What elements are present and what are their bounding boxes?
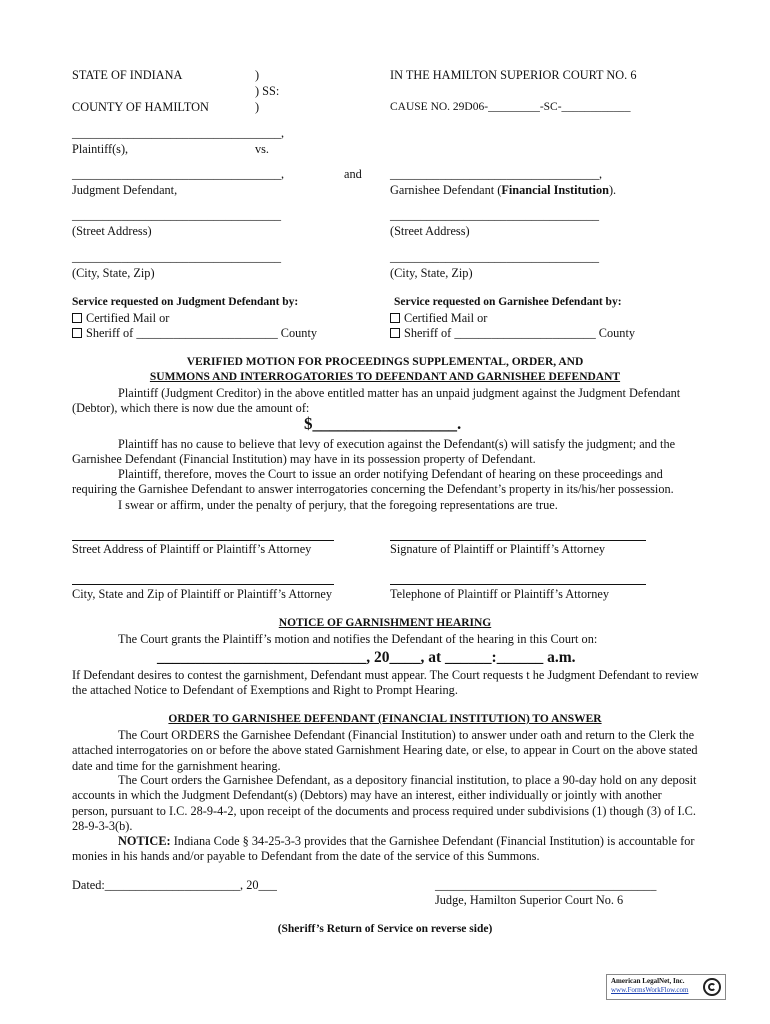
globe-icon [703, 978, 721, 996]
versus-label: vs. [255, 142, 270, 156]
order-notice-paragraph: NOTICE: Indiana Code § 34-25-3-3 provides that the Garnishee Defendant (Financial Institution) is accountable for monies in his hands and/or payable to Defendant from the date of the service of this Summons. [72, 834, 695, 864]
checkbox[interactable] [72, 313, 82, 323]
garnishee-name-field[interactable]: __________________________________, [390, 167, 603, 181]
hearing-date-field[interactable]: ___________________________, 20____, at ______:______ a.m. [157, 649, 576, 666]
garnishee-service-title: Service requested on Garnishee Defendant by: [394, 296, 622, 308]
dated-field[interactable]: Dated:______________________, 20___ [72, 878, 277, 892]
publisher-logo [606, 974, 726, 1000]
defendant-certified-option[interactable]: Certified Mail or [72, 311, 169, 326]
reverse-side-note: (Sheriff’s Return of Service on reverse side) [277, 923, 493, 935]
notice-paragraph-1: The Court grants the Plaintiff’s motion and notifies the Defendant of the hearing in this Court on: [118, 632, 598, 646]
defendant-name-field[interactable]: __________________________________, [72, 167, 285, 181]
garnishee-street-label: (Street Address) [390, 224, 470, 238]
and-label: and [344, 167, 362, 181]
garnishee-label: Garnishee Defendant (Financial Institution). [390, 183, 617, 197]
garnishee-sheriff-option[interactable]: Sheriff of _______________________ County [390, 326, 635, 341]
notice-paragraph-2: If Defendant desires to contest the garnishment, Defendant must appear. The Court requests t he Judgment Defendant to review the attached Notice to Defendant of Exemptions and Right to Prompt Hearing. [72, 668, 699, 698]
garnishee-street-field[interactable]: __________________________________ [390, 208, 600, 222]
cause-number: CAUSE NO. 29D06-_________-SC-____________ [390, 101, 631, 113]
defendant-service-title: Service requested on Judgment Defendant by: [72, 296, 299, 308]
caption-paren: ) [255, 68, 260, 82]
city-state-zip-line[interactable] [72, 584, 334, 585]
garnishee-certified-option[interactable]: Certified Mail or [390, 311, 487, 326]
defendant-street-field[interactable]: __________________________________ [72, 208, 282, 222]
defendant-sheriff-option[interactable]: Sheriff of _______________________ County [72, 326, 317, 341]
plaintiff-name-field[interactable]: __________________________________, [72, 126, 285, 140]
checkbox[interactable] [390, 328, 400, 338]
motion-paragraph-3: Plaintiff, therefore, moves the Court to issue an order notifying Defendant of hearing on these proceedings and requiring the Garnishee Defendant to answer interrogatories concerning the Defendant’s property in its/his/her possession. [72, 467, 674, 497]
state-label: STATE OF INDIANA [72, 68, 183, 82]
notice-title: NOTICE OF GARNISHMENT HEARING [278, 617, 492, 629]
county-label: COUNTY OF HAMILTON [72, 100, 209, 114]
defendant-label: Judgment Defendant, [72, 183, 178, 197]
publisher-name: American LegalNet, Inc. [611, 977, 685, 985]
judgment-amount-field[interactable]: $_________________. [304, 414, 462, 433]
order-paragraph-1: The Court ORDERS the Garnishee Defendant (Financial Institution) to answer under oath and return to the Clerk the attached interrogatories on or before the above stated Garnishment Hearing date, or else, to appear in Court on the above stated date and time for the garnishment hearing. [72, 728, 698, 773]
oath-statement: I swear or affirm, under the penalty of perjury, that the foregoing representations are true. [118, 498, 558, 512]
telephone-line[interactable] [390, 584, 646, 585]
defendant-city-label: (City, State, Zip) [72, 266, 155, 280]
publisher-link[interactable]: www.FormsWorkFlow.com [611, 986, 689, 994]
caption-paren: ) [255, 100, 260, 114]
court-name: IN THE HAMILTON SUPERIOR COURT NO. 6 [390, 68, 637, 82]
checkbox[interactable] [390, 313, 400, 323]
order-title: ORDER TO GARNISHEE DEFENDANT (FINANCIAL INSTITUTION) TO ANSWER [168, 713, 602, 725]
city-state-zip-label: City, State and Zip of Plaintiff or Plaintiff’s Attorney [72, 587, 333, 601]
motion-paragraph-1: Plaintiff (Judgment Creditor) in the above entitled matter has an unpaid judgment against the Judgment Defendant (Debtor), which there is now due the amount of: [72, 386, 681, 416]
judge-signature-field[interactable]: ____________________________________ [435, 878, 657, 892]
checkbox[interactable] [72, 328, 82, 338]
telephone-label: Telephone of Plaintiff or Plaintiff’s Attorney [390, 587, 609, 601]
motion-title-line1: VERIFIED MOTION FOR PROCEEDINGS SUPPLEMENTAL, ORDER, AND [186, 356, 584, 368]
garnishee-city-label: (City, State, Zip) [390, 266, 473, 280]
street-address-label: Street Address of Plaintiff or Plaintiff’s Attorney [72, 542, 312, 556]
defendant-street-label: (Street Address) [72, 224, 152, 238]
order-paragraph-2: The Court orders the Garnishee Defendant, as a depository financial institution, to place a 90-day hold on any deposit accounts in which the Judgment Defendant(s) (Debtors) may have an interest, either individually or jointly with another person, pursuant to I.C. 28-9-4-2, upon receipt of the documents and process required under subdivisions (1) though (3) of I.C. 28-9-3-3(b). [72, 773, 697, 833]
signature-label: Signature of Plaintiff or Plaintiff’s Attorney [390, 542, 606, 556]
garnishee-city-field[interactable]: __________________________________ [390, 250, 600, 264]
signature-line[interactable] [390, 540, 646, 541]
motion-title-line2: SUMMONS AND INTERROGATORIES TO DEFENDANT AND GARNISHEE DEFENDANT [149, 371, 621, 383]
defendant-city-field[interactable]: __________________________________ [72, 250, 282, 264]
motion-paragraph-2: Plaintiff has no cause to believe that levy of execution against the Defendant(s) will satisfy the judgment; and the Garnishee Defendant (Financial Institution) may have in its possession property of Defendant. [72, 437, 676, 467]
ss-label: ) SS: [255, 84, 280, 98]
plaintiff-label: Plaintiff(s), [72, 142, 129, 156]
street-address-signature-line[interactable] [72, 540, 334, 541]
judge-label: Judge, Hamilton Superior Court No. 6 [435, 893, 624, 907]
